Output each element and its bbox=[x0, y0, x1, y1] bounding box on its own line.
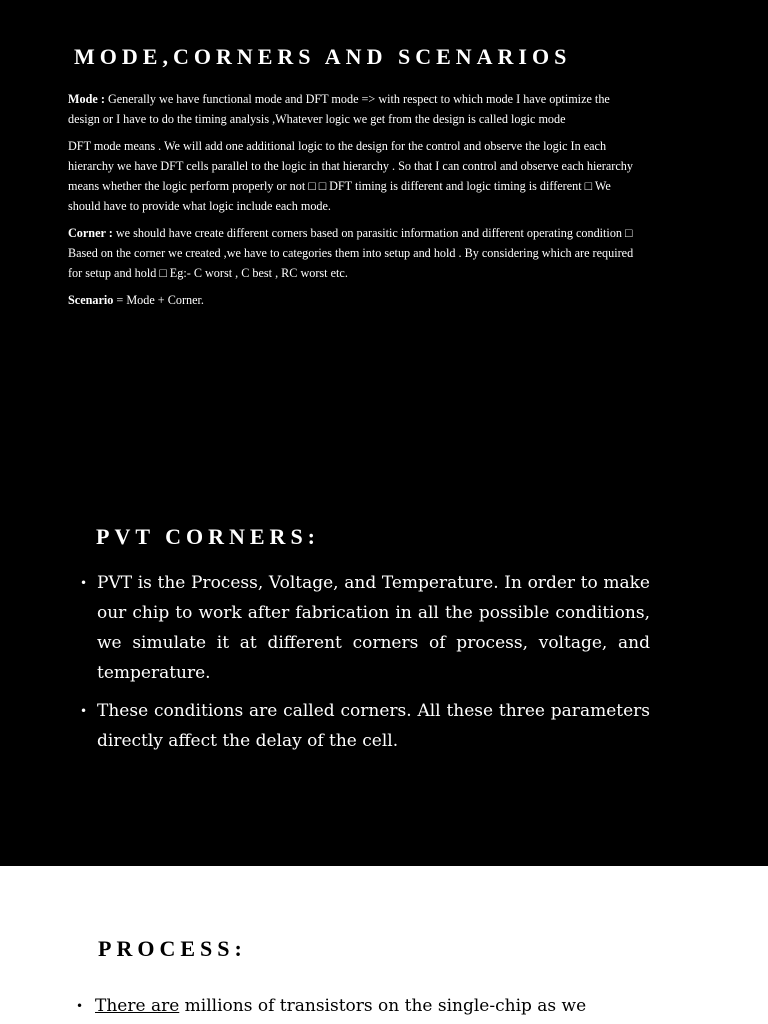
scenario-paragraph bbox=[68, 290, 640, 310]
scenario-label: Scenario bbox=[68, 293, 114, 307]
slide-title: PVT CORNERS: bbox=[96, 524, 321, 549]
mode-text: Generally we have functional mode and DFT mode => with respect to which mode I have optimize the design or I have to do the timing analysis ,Whatever logic we get from the design is called logic mode bbox=[68, 92, 610, 126]
dft-paragraph: DFT mode means . We will add one additional logic to the design for the control and observe the logic In each hierarchy we have DFT cells parallel to the logic in that hierarchy . So that I can control and observe each hierarchy means whether the logic perform properly or not □ □ DFT timing is different and logic timing is different □ We should have to provide what logic include each mode. bbox=[68, 139, 633, 213]
slide-body bbox=[68, 89, 640, 317]
slide-title: PROCESS: bbox=[98, 936, 247, 961]
bullet-list bbox=[80, 568, 650, 764]
slide-pvt-corners bbox=[0, 448, 768, 866]
bullet-text: These conditions are called corners. All these three parameters directly affect the delay of the cell. bbox=[97, 701, 650, 751]
bullet-icon: • bbox=[80, 704, 88, 718]
corner-text: we should have create different corners based on parasitic information and different operating condition □ Based on the corner we created ,we have to categories them into setup and hold . By considering which are required for setup and hold □ Eg:- C worst , C best , RC worst etc. bbox=[68, 226, 634, 280]
corner-label: Corner : bbox=[68, 226, 113, 240]
list-item bbox=[80, 568, 650, 688]
mode-label: Mode : bbox=[68, 92, 105, 106]
underlined-text: There are bbox=[95, 996, 180, 1016]
bullet-list bbox=[76, 991, 656, 1021]
list-item bbox=[76, 991, 656, 1021]
slide-title: MODE,CORNERS AND SCENARIOS bbox=[74, 44, 572, 69]
list-item bbox=[80, 696, 650, 756]
slide-mode-corners-scenarios bbox=[0, 0, 768, 448]
scenario-text: = Mode + Corner. bbox=[113, 293, 204, 307]
bullet-icon: • bbox=[76, 999, 84, 1013]
bullet-icon: • bbox=[80, 576, 88, 590]
mode-paragraph bbox=[68, 89, 640, 129]
bullet-text: PVT is the Process, Voltage, and Temperature. In order to make our chip to work after fabrication in all the possible conditions, we simulate it at different corners of process, voltage, and temperature. bbox=[97, 573, 650, 683]
bullet-text: millions of transistors on the single-chip as we bbox=[179, 996, 587, 1016]
slide-process bbox=[0, 866, 768, 1024]
corner-paragraph bbox=[68, 223, 640, 283]
